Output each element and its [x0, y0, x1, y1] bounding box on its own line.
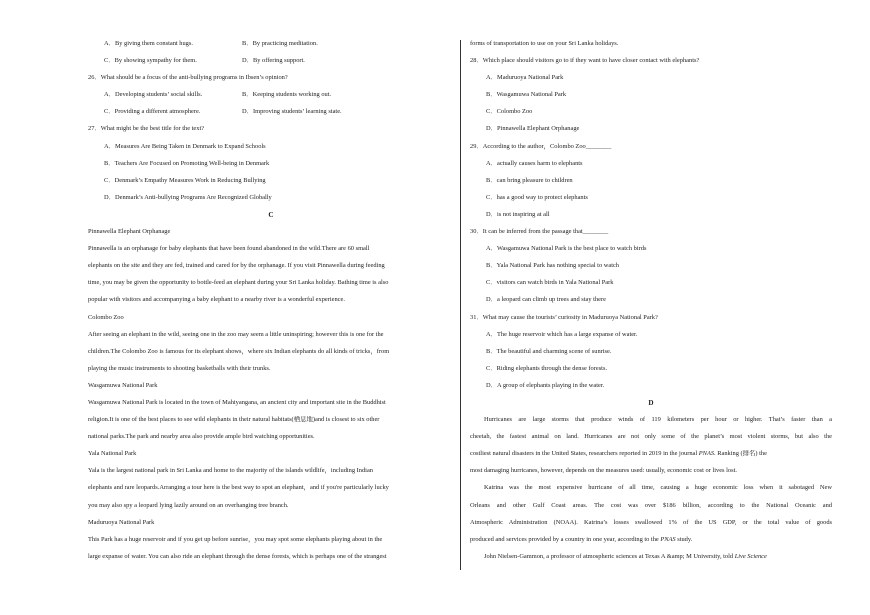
q29-option-b: B．can bring pleasure to children	[486, 176, 573, 184]
yala-line: you may also spy a leopard lying lazily around on an overhanging tree branch.	[88, 501, 289, 509]
wasgamuwa-line: religion.It is one of the best places to see wild elephants in their natural habitats(栖息地)and is closest to six other	[88, 416, 380, 424]
q27-option-a: A．Measures Are Being Taken in Denmark to Expand Schools	[104, 142, 266, 150]
question-30: 30．It can be inferred from the passage that________	[470, 228, 609, 236]
q27-option-c: C．Denmark’s Empathy Measures Work in Reducing Bullying	[104, 176, 266, 184]
wasgamuwa-title: Wasgamuwa National Park	[88, 381, 158, 389]
yala-line: elephants and rare leopards.Arranging a tour here is the best way to spot an elephant，and if you're particularly lucky	[88, 484, 389, 492]
yala-title: Yala National Park	[88, 450, 137, 458]
q26-option-b: B．Keeping students working out.	[242, 91, 332, 99]
q30-option-c: C．visitors can watch birds in Yala National Park	[486, 279, 614, 287]
wasgamuwa-line: Wasgamuwa National Park is located in the town of Mahiyangana, an ancient city and important site in the Buddhist	[88, 398, 386, 406]
passage-d-line: most damaging hurricanes, however, depends on the measures used: usually, economic cost or lives lost.	[470, 467, 737, 475]
q31-option-d: D．A group of elephants playing in the water.	[486, 381, 605, 389]
passage-d-text: study.	[675, 535, 693, 543]
q28-option-a: A．Maduruoya National Park	[486, 74, 564, 82]
right-column	[470, 40, 832, 570]
journal-name: PNAS	[660, 535, 676, 543]
colombo-line: playing the music instruments to shooting basketballs with their trunks.	[88, 364, 271, 372]
question-26: 26．What should be a focus of the anti-bullying programs in Ibsen’s opinion?	[88, 74, 288, 82]
q30-option-d: D．a leopard can climb up trees and stay there	[486, 296, 606, 304]
q29-option-a: A．actually causes harm to elephants	[486, 159, 583, 167]
colombo-line: After seeing an elephant in the wild, seeing one in the zoo may seem a little uninspiring; however this is one for the	[88, 330, 384, 338]
pinnawella-line: Pinnawella is an orphanage for baby elephants that have been found abandoned in the wild.There are 60 small	[88, 245, 370, 253]
passage-d-line	[470, 450, 832, 467]
maduruoya-title: Maduruoya National Park	[88, 518, 155, 526]
publication-name: Live Science	[734, 552, 767, 560]
pinnawella-line: elephants on the site and they are fed, trained and cared for by the orphanage. If you visit Pinnawella during feeding	[88, 262, 385, 270]
passage-d-text: costliest natural disasters in the United States, researchers reported in 2019 in the journal	[470, 450, 698, 458]
q25-option-a: A．By giving them constant hugs.	[104, 40, 193, 47]
question-29: 29．According to the author，Colombo Zoo________	[470, 142, 612, 150]
pinnawella-title: Pinnawella Elephant Orphanage	[88, 228, 171, 236]
continued-line: forms of transportation to use on your Sri Lanka holidays.	[470, 40, 619, 47]
maduruoya-line: large expanse of water. You can also ride an elephant through the dense forests, which is perhaps one of the strangest	[88, 552, 387, 560]
passage-d-line: Atmospheric Administration (NOAA). Katrina’s losses swallowed 1% of the US GDP, or the total value of goods	[470, 518, 832, 526]
q25-option-b: B．By practicing meditation.	[242, 40, 318, 47]
q25-option-d: D．By offering support.	[242, 57, 305, 65]
q31-option-c: C．Riding elephants through the dense forests.	[486, 364, 608, 372]
q28-option-d: D．Pinnawella Elephant Orphanage	[486, 125, 580, 133]
question-28: 28．Which place should visitors go to if they want to have closer contact with elephants?	[470, 57, 700, 65]
question-31: 31．What may cause the tourists’ curiosity in Maduruoya National Park?	[470, 313, 658, 321]
q30-option-b: B．Yala National Park has nothing special to watch	[486, 262, 619, 270]
q25-option-c: C．By showing sympathy for them.	[104, 57, 197, 65]
q26-option-d: D．Improving students’ learning state.	[242, 108, 342, 116]
maduruoya-line: This Park has a huge reservoir and if you get up before sunrise，you may spot some elephants playing about in the	[88, 535, 383, 543]
q27-option-b: B．Teachers Are Focused on Promoting Well-being in Denmark	[104, 159, 270, 167]
pinnawella-line: popular with visitors and accompanying a baby elephant to a nearby river is a wonderful experience.	[88, 296, 345, 304]
q25-options-row2	[88, 57, 454, 74]
q31-option-a: A．The huge reservoir which has a large expanse of water.	[486, 330, 638, 338]
pinnawella-line: time, you may be given the opportunity to bottle-feed an elephant during your Sri Lanka holiday. Bathing time is also	[88, 279, 389, 287]
q27-option-d: D．Denmark’s Anti-bullying Programs Are Recognized Globally	[104, 193, 272, 201]
column-divider	[460, 40, 461, 570]
passage-d-line	[470, 553, 832, 570]
section-c-heading: C	[268, 210, 274, 219]
journal-name: PNAS	[698, 450, 715, 458]
q29-option-d: D．is not inspiring at all	[486, 210, 550, 218]
q26-option-c: C．Providing a different atmosphere.	[104, 108, 201, 116]
passage-d-line: Orleans and other Gulf Coast areas. The cost was over $186 billion, according to the National Oceanic and	[470, 501, 832, 509]
passage-d-text: John Nielsen-Gammon, a professor of atmospheric sciences at Texas A &amp; M University, told	[484, 552, 734, 560]
question-27: 27．What might be the best title for the text?	[88, 125, 205, 133]
q29-option-c: C．has a good way to protect elephants	[486, 193, 588, 201]
q25-options-row1	[88, 40, 454, 57]
colombo-line: children.The Colombo Zoo is famous for its elephant shows，where six Indian elephants do all kinds of tricks，from	[88, 347, 390, 355]
passage-d-text: . Ranking (排名) the	[714, 450, 767, 458]
left-column	[88, 40, 454, 570]
passage-d-line	[470, 536, 832, 553]
section-d-heading: D	[648, 398, 654, 407]
q28-option-b: B．Wasgamuwa National Park	[486, 91, 567, 99]
q30-option-a: A．Wasgamuwa National Park is the best place to watch birds	[486, 245, 647, 253]
passage-d-line: Hurricanes are large storms that produce winds of 119 kilometers per hour or higher. That’s faster than a	[484, 416, 832, 424]
q28-option-c: C．Colombo Zoo	[486, 108, 533, 116]
passage-d-text: produced and services provided by a country in one year, according to the	[470, 535, 659, 543]
q26-options-row1	[88, 91, 454, 108]
colombo-title: Colombo Zoo	[88, 313, 124, 321]
yala-line: Yala is the largest national park in Sri Lanka and home to the majority of the islands wildlife，including Indian	[88, 467, 373, 475]
wasgamuwa-line: national parks.The park and nearby area also provide ample bird watching opportunities.	[88, 433, 315, 441]
q31-option-b: B．The beautiful and charming scene of sunrise.	[486, 347, 612, 355]
q26-option-a: A．Developing students’ social skills.	[104, 91, 203, 99]
passage-d-line: Katrina was the most expensive hurricane of all time, causing a huge economic loss when it sabotaged New	[484, 484, 832, 492]
passage-d-line: cheetah, the fastest animal on land. Hurricanes are not only some of the planet’s most violent storms, but also the	[470, 433, 832, 441]
q26-options-row2	[88, 108, 454, 125]
